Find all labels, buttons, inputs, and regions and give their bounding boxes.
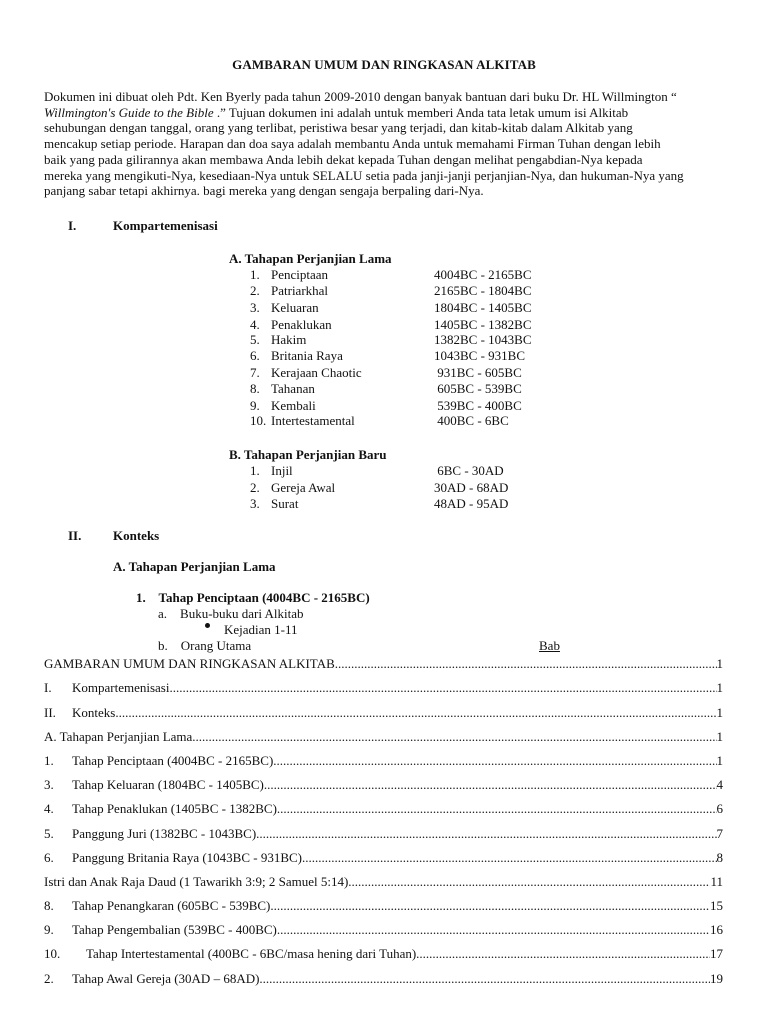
main-people-item: b. Orang Utama <box>158 638 252 653</box>
toc-label-wrap <box>44 945 416 963</box>
phase-row <box>250 413 550 429</box>
phase-name: Patriarkhal <box>271 283 329 298</box>
toc-page: 1 <box>716 753 723 768</box>
toc-page: 1 <box>716 680 723 695</box>
phase-row <box>250 267 550 283</box>
phase-name: Keluaran <box>271 300 319 315</box>
toc-entry[interactable] <box>44 704 723 722</box>
phase-name: Injil <box>271 463 293 478</box>
intro-line-4: mencakup setiap periode. Harapan dan doa saya adalah membantu Anda untuk memahami Firman Tuhan dengan lebih <box>44 136 661 152</box>
phase-range: 4004BC - 2165BC <box>434 267 532 282</box>
toc-page: 11 <box>710 874 723 889</box>
phase-range: 1804BC - 1405BC <box>434 300 532 315</box>
toc-label: GAMBARAN UMUM DAN RINGKASAN ALKITAB <box>44 656 335 671</box>
toc-entry[interactable] <box>44 825 723 843</box>
phase-row <box>250 283 550 299</box>
bullet-dot <box>205 623 210 628</box>
toc-entry[interactable] <box>44 655 723 673</box>
toc-leader <box>115 704 716 722</box>
phase-range: 6BC - 30AD <box>434 463 504 478</box>
toc-number: 6. <box>44 850 54 865</box>
toc-leader <box>335 655 717 673</box>
phase-number: 3. <box>250 300 260 315</box>
new-testament-heading: B. Tahapan Perjanjian Baru <box>229 447 387 462</box>
toc-leader <box>273 752 716 770</box>
stage-heading: 1. Tahap Penciptaan (4004BC - 2165BC) <box>136 590 370 605</box>
toc-entry[interactable] <box>44 776 723 794</box>
phase-range: 931BC - 605BC <box>434 365 522 380</box>
toc-label-wrap <box>44 776 264 794</box>
phase-name: Kerajaan Chaotic <box>271 365 362 380</box>
phase-name: Penciptaan <box>271 267 329 282</box>
intro-line-2-rest: .” Tujuan dokumen ini adalah untuk memberi Anda tata letak umum isi Alkitab <box>213 104 629 120</box>
toc-label: Tahap Penaklukan (1405BC - 1382BC) <box>72 801 277 816</box>
toc-label-wrap <box>44 825 256 843</box>
toc-number: 8. <box>44 898 54 913</box>
intro-line-3: sehubungan dengan tanggal, orang yang terlibat, peristiwa besar yang terjadi, dan kitab-kitab dalam Alkitab yang <box>44 120 633 136</box>
phase-number: 4. <box>250 317 260 332</box>
phase-number: 1. <box>250 267 260 282</box>
phase-name: Surat <box>271 496 299 511</box>
phase-row <box>250 317 550 333</box>
books-item: a. Buku-buku dari Alkitab <box>158 606 304 621</box>
toc-number: 2. <box>44 971 54 986</box>
section-2-heading: Konteks <box>113 528 160 543</box>
phase-row <box>250 398 550 414</box>
phase-number: 5. <box>250 332 260 347</box>
toc-leader <box>192 728 716 746</box>
toc-leader <box>169 679 716 697</box>
toc-entry[interactable] <box>44 752 723 770</box>
phase-range: 1382BC - 1043BC <box>434 332 532 347</box>
phase-number: 2. <box>250 283 260 298</box>
toc-page: 17 <box>710 946 723 961</box>
phase-range: 1043BC - 931BC <box>434 348 526 363</box>
toc-entry[interactable] <box>44 728 723 746</box>
phase-range: 605BC - 539BC <box>434 381 522 396</box>
phase-row <box>250 300 550 316</box>
toc-entry[interactable] <box>44 800 723 818</box>
context-subheading: A. Tahapan Perjanjian Lama <box>113 559 276 574</box>
bullet-text: Kejadian 1-11 <box>224 622 298 637</box>
phase-number: 7. <box>250 365 260 380</box>
phase-number: 1. <box>250 463 260 478</box>
intro-line-6: mereka yang mengikuti-Nya, kesediaan-Nya untuk SELALU setia pada janji-janji perjanjian-Nya, dan hukuman-Nya yang <box>44 167 684 183</box>
phase-number: 2. <box>250 480 260 495</box>
intro-paragraph <box>44 89 728 199</box>
toc-page: 1 <box>716 705 723 720</box>
toc-label-wrap <box>44 679 169 697</box>
toc-page: 8 <box>716 850 723 865</box>
toc-number: II. <box>44 705 56 720</box>
toc-label: A. Tahapan Perjanjian Lama <box>44 729 193 744</box>
toc-label-wrap <box>44 921 277 939</box>
phase-row <box>250 348 550 364</box>
phase-range: 539BC - 400BC <box>434 398 522 413</box>
phase-range: 30AD - 68AD <box>434 480 509 495</box>
toc-number: 1. <box>44 753 54 768</box>
toc-page: 15 <box>710 898 723 913</box>
phase-range: 400BC - 6BC <box>434 413 509 428</box>
phase-row <box>250 365 550 381</box>
toc-entry[interactable] <box>44 849 723 867</box>
toc-label: Istri dan Anak Raja Daud (1 Tawarikh 3:9; 2 Samuel 5:14) <box>44 874 349 889</box>
toc-leader <box>264 776 717 794</box>
toc-number: 9. <box>44 922 54 937</box>
toc-page: 4 <box>716 777 723 792</box>
toc-leader <box>302 849 716 867</box>
section-1-heading: Kompartemenisasi <box>113 218 218 233</box>
old-testament-heading: A. Tahapan Perjanjian Lama <box>229 251 392 266</box>
toc-page: 19 <box>710 971 723 986</box>
toc-label: Tahap Awal Gereja (30AD – 68AD) <box>72 971 260 986</box>
toc-label: Kompartemenisasi <box>72 680 170 695</box>
toc-label-wrap <box>44 800 277 818</box>
toc-entry[interactable] <box>44 945 723 963</box>
toc-number: I. <box>44 680 52 695</box>
toc-page: 6 <box>716 801 723 816</box>
toc-label-wrap <box>44 752 273 770</box>
toc-label: Tahap Penciptaan (4004BC - 2165BC) <box>72 753 274 768</box>
toc-leader <box>259 970 710 988</box>
phase-row <box>250 480 550 496</box>
phase-name: Kembali <box>271 398 316 413</box>
phase-name: Gereja Awal <box>271 480 336 495</box>
phase-number: 6. <box>250 348 260 363</box>
toc-label: Tahap Pengembalian (539BC - 400BC) <box>72 922 277 937</box>
toc-number: 10. <box>44 946 61 961</box>
phase-row <box>250 332 550 348</box>
toc-entry[interactable] <box>44 897 723 915</box>
document-title: GAMBARAN UMUM DAN RINGKASAN ALKITAB <box>232 57 536 72</box>
phase-range: 48AD - 95AD <box>434 496 509 511</box>
toc-label: Tahap Keluaran (1804BC - 1405BC) <box>72 777 264 792</box>
toc-entry[interactable] <box>44 679 723 697</box>
toc-page: 7 <box>716 826 723 841</box>
toc-page: 16 <box>710 922 723 937</box>
phase-number: 3. <box>250 496 260 511</box>
toc-page: 1 <box>716 729 723 744</box>
intro-line-2 <box>44 105 728 121</box>
toc-leader <box>256 825 716 843</box>
toc-number: 4. <box>44 801 54 816</box>
phase-number: 9. <box>250 398 260 413</box>
phase-row <box>250 463 550 479</box>
toc-number: 5. <box>44 826 54 841</box>
phase-name: Hakim <box>271 332 307 347</box>
section-1-numeral: I. <box>68 218 77 233</box>
chapter-label: Bab <box>539 638 560 653</box>
intro-line-1: Dokumen ini dibuat oleh Pdt. Ken Byerly pada tahun 2009-2010 dengan banyak bantuan dari buku Dr. HL Willmington “ <box>44 89 677 104</box>
toc-label: Panggung Britania Raya (1043BC - 931BC) <box>72 850 303 865</box>
toc-page: 1 <box>716 656 723 671</box>
intro-line-7: panjang sabar tetapi akhirnya. bagi mereka yang dengan sengaja berpaling dari-Nya. <box>44 183 484 199</box>
phase-row <box>250 381 550 397</box>
toc-label-wrap <box>44 970 259 988</box>
phase-range: 2165BC - 1804BC <box>434 283 532 298</box>
toc-leader <box>270 897 710 915</box>
toc-label-wrap <box>44 704 115 722</box>
phase-name: Tahanan <box>271 381 315 396</box>
toc-label: Tahap Penangkaran (605BC - 539BC) <box>72 898 271 913</box>
toc-number: 3. <box>44 777 54 792</box>
book-title: Willmington's Guide to the Bible <box>44 104 214 120</box>
toc-entry[interactable] <box>44 921 723 939</box>
intro-line-5: baik yang pada gilirannya akan membawa Anda lebih dekat kepada Tuhan dengan melihat pengabdian-Nya kepada <box>44 151 643 167</box>
toc-label: Tahap Intertestamental (400BC - 6BC/masa hening dari Tuhan) <box>86 946 417 961</box>
toc-entry[interactable] <box>44 970 723 988</box>
phase-number: 8. <box>250 381 260 396</box>
toc-label: Panggung Juri (1382BC - 1043BC) <box>72 826 257 841</box>
toc-leader <box>277 800 717 818</box>
toc-leader <box>348 873 710 891</box>
toc-leader <box>277 921 710 939</box>
phase-range: 1405BC - 1382BC <box>434 317 532 332</box>
toc-leader <box>416 945 710 963</box>
phase-name: Britania Raya <box>271 348 343 363</box>
phase-number: 10. <box>250 413 267 428</box>
phase-name: Intertestamental <box>271 413 355 428</box>
toc-entry[interactable] <box>44 873 723 891</box>
phase-row <box>250 496 550 512</box>
toc-label: Konteks <box>72 705 116 720</box>
phase-name: Penaklukan <box>271 317 332 332</box>
toc-label-wrap <box>44 849 302 867</box>
section-2-numeral: II. <box>68 528 82 543</box>
toc-label-wrap <box>44 897 270 915</box>
